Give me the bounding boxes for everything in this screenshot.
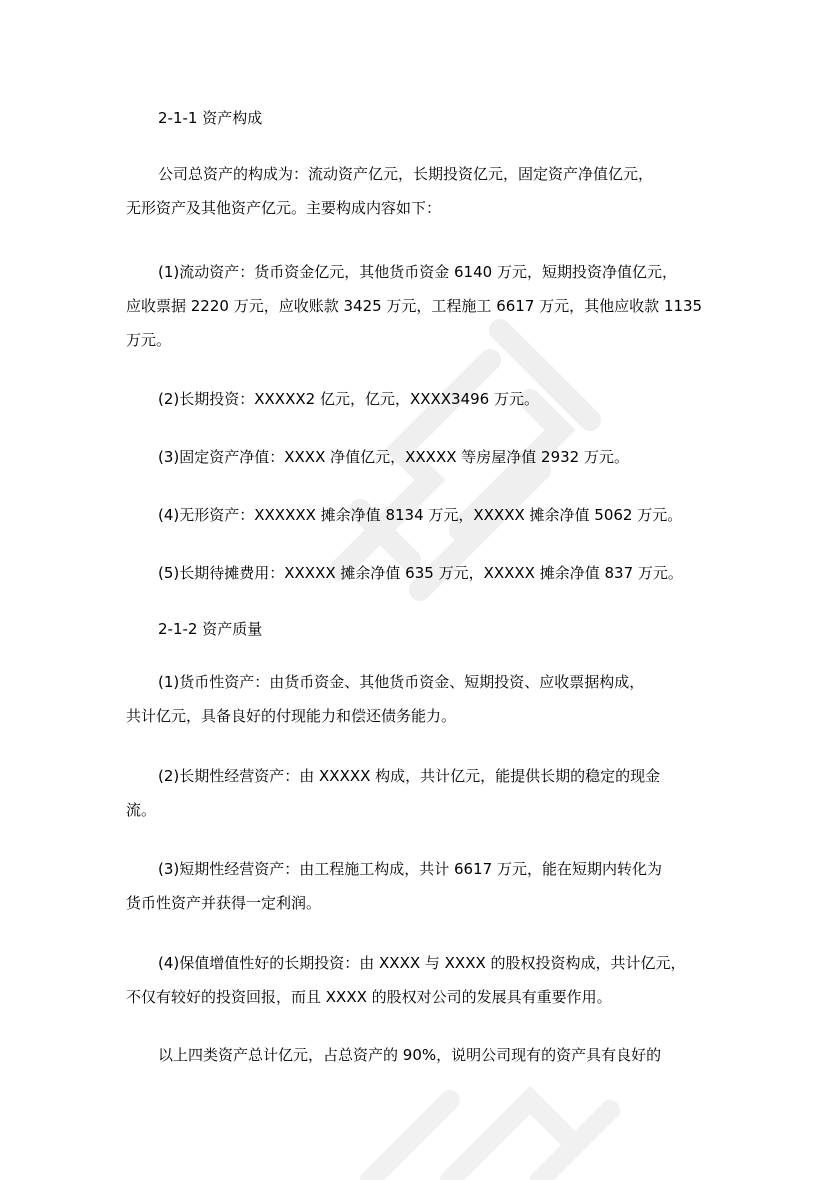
- quality-4-line-2: 不仅有较好的投资回报，而且 XXXX 的股权对公司的发展具有重要作用。: [126, 988, 612, 1006]
- item-2-line: (2)长期投资：XXXXX2 亿元，亿元，XXXX3496 万元。: [158, 390, 539, 408]
- item-3-line: (3)固定资产净值：XXXX 净值亿元，XXXXX 等房屋净值 2932 万元。: [158, 448, 629, 466]
- section-heading-2-1-1: 2-1-1 资产构成: [158, 109, 263, 127]
- intro-line-1: 公司总资产的构成为：流动资产亿元，长期投资亿元，固定资产净值亿元，: [158, 165, 654, 183]
- item-5-line: (5)长期待摊费用：XXXXX 摊余净值 635 万元，XXXXX 摊余净值 837 万元。: [158, 564, 683, 582]
- quality-2-paragraph: [126, 759, 706, 827]
- watermark-logo-icon: [330, 1060, 650, 1180]
- item-1-line-3: 万元。: [126, 331, 172, 349]
- quality-3-line-1: (3)短期性经营资产：由工程施工构成，共计 6617 万元，能在短期内转化为: [158, 860, 662, 878]
- quality-3-line-2: 货币性资产并获得一定利润。: [126, 894, 322, 912]
- item-1-line-1: (1)流动资产：货币资金亿元，其他货币资金 6140 万元，短期投资净值亿元，: [158, 263, 677, 281]
- item-1-paragraph: [126, 255, 706, 357]
- quality-4-paragraph: [126, 946, 706, 1014]
- quality-1-paragraph: [126, 665, 706, 733]
- quality-4-line-1: (4)保值增值性好的长期投资：由 XXXX 与 XXXX 的股权投资构成，共计亿元，: [158, 954, 686, 972]
- intro-line-2: 无形资产及其他资产亿元。主要构成内容如下：: [126, 199, 442, 217]
- quality-3-paragraph: [126, 852, 706, 920]
- quality-1-line-2: 共计亿元，具备良好的付现能力和偿还债务能力。: [126, 707, 457, 725]
- quality-2-line-1: (2)长期性经营资产：由 XXXXX 构成，共计亿元，能提供长期的稳定的现金: [158, 767, 661, 785]
- quality-1-line-1: (1)货币性资产：由货币资金、其他货币资金、短期投资、应收票据构成，: [158, 673, 645, 691]
- summary-paragraph: [126, 1038, 706, 1072]
- intro-paragraph: [126, 157, 706, 225]
- item-4-line: (4)无形资产：XXXXXX 摊余净值 8134 万元，XXXXX 摊余净值 5062 万元。: [158, 506, 683, 524]
- summary-line-1: 以上四类资产总计亿元，占总资产的 90%，说明公司现有的资产具有良好的: [158, 1046, 662, 1064]
- section-heading-2-1-2: 2-1-2 资产质量: [158, 620, 263, 638]
- quality-2-line-2: 流。: [126, 801, 157, 819]
- item-4-paragraph: [126, 498, 706, 532]
- item-1-line-2: 应收票据 2220 万元，应收账款 3425 万元，工程施工 6617 万元，其他应收款 1135: [126, 297, 703, 315]
- item-3-paragraph: [126, 440, 706, 474]
- item-2-paragraph: [126, 382, 706, 416]
- item-5-paragraph: [126, 556, 706, 590]
